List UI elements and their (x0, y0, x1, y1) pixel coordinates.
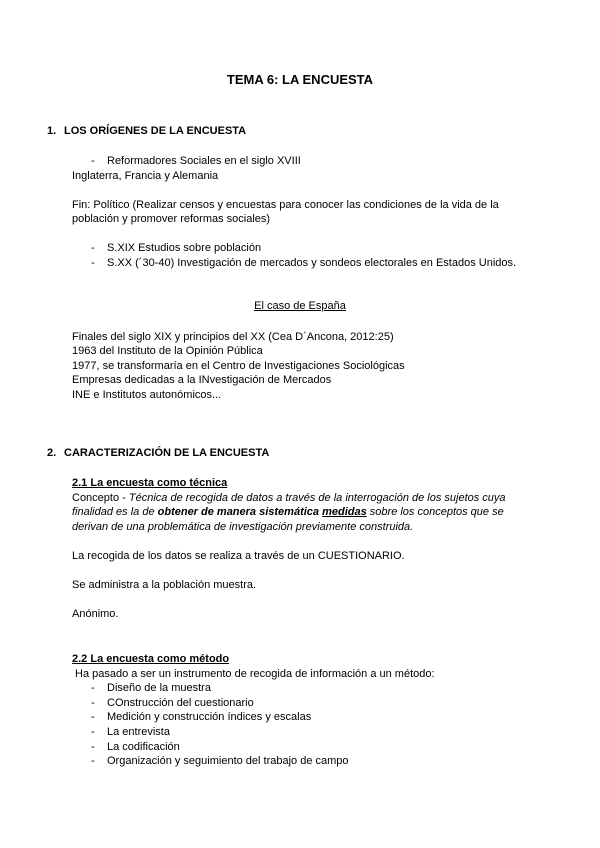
concept-line-1 (72, 491, 506, 506)
paragraph-anonimo: Anónimo. (72, 608, 119, 620)
method-item: La entrevista (107, 726, 170, 738)
bullet-reformadores: Reformadores Sociales en el siglo XVIII (107, 155, 301, 167)
paragraph-poblacion: Se administra a la población muestra. (72, 579, 257, 591)
concept-emphasis-underlined: medidas (322, 506, 367, 518)
method-item: Medición y construcción índices y escalas (107, 711, 312, 723)
subsection-2-1-heading: 2.1 La encuesta como técnica (72, 477, 228, 489)
bullet-sxx: S.XX (´30-40) Investigación de mercados y sondeos electorales en Estados Unidos. (107, 257, 517, 269)
bullet-dash: - (91, 242, 95, 254)
bullet-dash: - (91, 697, 95, 709)
countries-line: Inglaterra, Francia y Alemania (72, 170, 219, 182)
spain-line: 1977, se transformaría en el Centro de Investigaciones Sociológicas (72, 360, 405, 372)
bullet-dash: - (91, 682, 95, 694)
fin-line-2: población y promover reformas sociales) (72, 213, 271, 225)
bullet-dash: - (91, 726, 95, 738)
concept-emphasis: obtener de manera sistemática (157, 506, 323, 518)
section2-number: 2. (47, 447, 57, 459)
method-item: Organización y seguimiento del trabajo de campo (107, 755, 349, 767)
concept-line-3: derivan de una problemática de investigación previamente construida. (72, 521, 414, 533)
section1-heading: LOS ORÍGENES DE LA ENCUESTA (64, 125, 247, 137)
concept-label: Concepto - (72, 492, 129, 504)
method-intro: Ha pasado a ser un instrumento de recogida de información a un método: (75, 668, 435, 680)
bullet-dash: - (91, 755, 95, 767)
spain-line: 1963 del Instituto de la Opinión Pública (72, 345, 263, 357)
concept-line-2 (72, 505, 504, 520)
paragraph-cuestionario: La recogida de los datos se realiza a través de un CUESTIONARIO. (72, 550, 405, 562)
fin-line-1: Fin: Político (Realizar censos y encuestas para conocer las condiciones de la vida de la (72, 199, 499, 211)
concept-text: sobre los conceptos que se (366, 506, 504, 518)
page-title: TEMA 6: LA ENCUESTA (226, 72, 374, 87)
bullet-dash: - (91, 257, 95, 269)
concept-text: Técnica de recogida de datos a través de la interrogación de los sujetos cuya (128, 492, 506, 504)
concept-text: finalidad es la de (72, 506, 158, 518)
spain-line: Finales del siglo XIX y principios del XX (Cea D´Ancona, 2012:25) (72, 331, 394, 343)
method-item: COnstrucción del cuestionario (107, 697, 254, 709)
subsection-2-2-heading: 2.2 La encuesta como método (72, 653, 230, 665)
bullet-sxix: S.XIX Estudios sobre población (107, 242, 262, 254)
bullet-dash: - (91, 711, 95, 723)
spain-subheading: El caso de España (254, 300, 346, 312)
section2-heading: CARACTERIZACIÓN DE LA ENCUESTA (64, 447, 270, 459)
section1-number: 1. (47, 125, 57, 137)
method-item: La codificación (107, 741, 180, 753)
spain-line: INE e Institutos autonómicos... (72, 389, 222, 401)
spain-line: Empresas dedicadas a la INvestigación de Mercados (72, 374, 332, 386)
bullet-dash: - (91, 741, 95, 753)
method-item: Diseño de la muestra (107, 682, 211, 694)
bullet-dash: - (91, 155, 95, 167)
